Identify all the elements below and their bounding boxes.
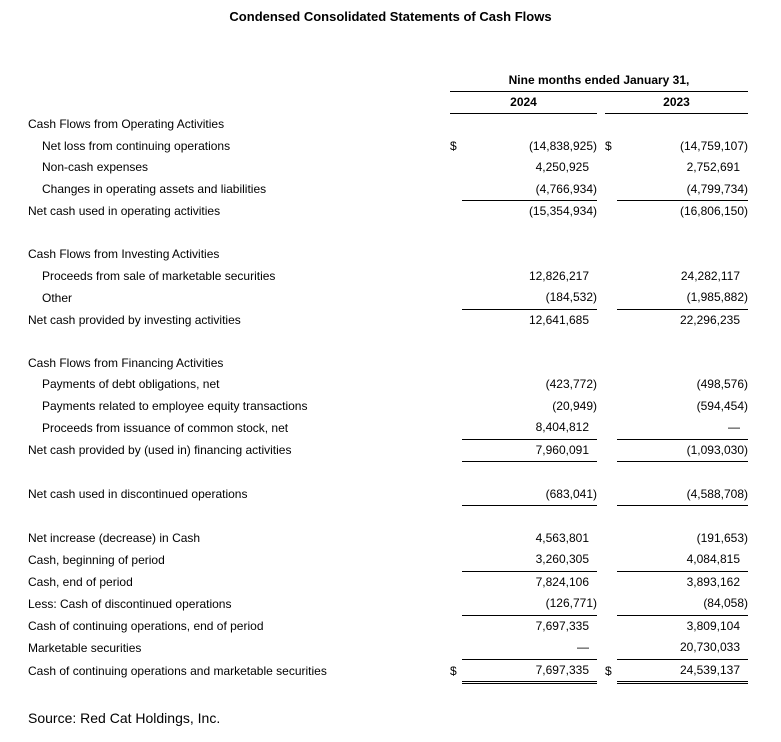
value-2023 [617,484,748,506]
header-spacer-cell [28,70,450,92]
dollar-sign-2023 [605,287,617,309]
dollar-sign-2023 [605,201,617,223]
column-gap [597,136,605,158]
row-label: Cash Flows from Operating Activities [28,117,225,131]
detail-row [28,157,748,179]
period-header: Nine months ended January 31, [450,70,748,92]
section-row [28,244,748,266]
negative-value: (4,766,934) [535,181,597,196]
dollar-sign-2024 [450,244,462,266]
column-gap [597,309,605,331]
column-gap [597,571,605,593]
spacer-cell [28,462,748,484]
value-2023 [617,593,748,615]
dollar-sign-2024 [450,374,462,396]
negative-value: (14,759,107) [679,138,749,153]
dollar-sign-2024: $ [450,664,457,678]
total-row [28,593,748,615]
value-2024: 4,563,801 [535,530,589,545]
row-label: Cash Flows from Investing Activities [28,247,220,261]
dollar-sign-2023 [605,179,617,201]
column-gap [597,615,605,637]
detail-row [28,396,748,418]
value-2023: 22,296,235 [679,312,741,327]
total-row [28,528,748,550]
value-2023: 4,084,815 [617,549,748,571]
column-gap [597,114,605,136]
row-label: Cash, beginning of period [28,552,165,567]
value-2024: 7,824,106 [535,574,589,589]
dollar-sign-2023 [605,266,617,288]
dollar-sign-2023 [605,374,617,396]
total-row [28,201,748,223]
value-2024 [462,593,597,615]
negative-value: (84,058) [703,596,749,610]
spacer-cell [28,331,748,353]
dollar-sign-2023 [605,353,617,375]
value-2024 [462,244,597,266]
value-2023: 3,893,162 [686,574,741,589]
column-gap [597,266,605,288]
total-row [28,571,748,593]
row-label: Net loss from continuing operations [42,138,231,153]
value-2023 [617,179,748,201]
total-row [28,615,748,637]
row-label: Marketable securities [28,640,142,655]
row-label: Cash of continuing operations, end of period [28,618,264,633]
dollar-sign-2023 [605,484,617,506]
row-label: Less: Cash of discontinued operations [28,596,232,611]
negative-value: (4,588,708) [686,486,749,501]
year-column-2023: 2023 [605,92,748,114]
value-2024: 12,826,217 [528,268,589,283]
total-row [28,549,748,571]
value-2024 [462,114,597,136]
value-2024 [462,396,597,418]
column-gap [597,549,605,571]
row-label: Net cash provided by investing activities [28,312,241,327]
column-gap [597,353,605,375]
value-2023 [617,353,748,375]
total-row [28,659,748,683]
period-header-row [28,70,748,92]
row-label: Non-cash expenses [42,160,149,174]
negative-value: (20,949) [552,398,597,413]
dollar-sign-2023 [605,571,617,593]
dollar-sign-2023 [605,615,617,637]
dollar-sign-2024 [450,201,462,223]
column-gap [597,179,605,201]
value-2023 [617,528,748,550]
spacer-row [28,331,748,353]
dollar-sign-2023 [605,637,617,659]
column-gap [597,484,605,506]
detail-row [28,179,748,201]
dollar-sign-2024 [450,615,462,637]
negative-value: (14,838,925) [528,138,597,153]
negative-value: (594,454) [696,398,749,413]
value-2024: 7,697,335 [462,659,597,683]
column-gap [597,201,605,223]
negative-value: (423,772) [545,377,597,391]
column-gap [597,244,605,266]
year-column-2024: 2024 [450,92,597,114]
value-2023: 24,282,117 [680,268,741,283]
column-gap [597,417,605,439]
value-2023 [617,374,748,396]
value-2024: 8,404,812 [462,417,597,439]
dollar-sign-2023 [605,549,617,571]
negative-value: (1,093,030) [686,442,749,457]
dollar-sign-2024 [450,593,462,615]
dollar-sign-2024 [450,396,462,418]
value-2023: 2,752,691 [686,160,741,174]
total-row [28,484,748,506]
section-row [28,353,748,375]
page-title: Condensed Consolidated Statements of Cash Flows [229,9,552,24]
dollar-sign-2023 [605,244,617,266]
year-header-row [28,92,748,114]
dollar-sign-2024 [450,528,462,550]
row-label: Cash, end of period [28,574,133,589]
dollar-sign-2024 [450,484,462,506]
spacer-row [28,462,748,484]
value-2024 [462,374,597,396]
negative-value: (683,041) [545,486,597,501]
dollar-sign-2023 [605,157,617,179]
dollar-sign-2023 [605,417,617,439]
value-2023 [617,244,748,266]
source-attribution: Source: Red Cat Holdings, Inc. [28,710,221,726]
value-2024 [462,353,597,375]
header-gap-cell [597,92,605,114]
cash-flow-table [28,70,748,684]
row-label: Net cash used in discontinued operations [28,487,248,501]
column-gap [597,637,605,659]
value-2024 [462,179,597,201]
detail-row [28,136,748,158]
value-2024: 7,697,335 [535,618,589,633]
value-2023: 24,539,137 [617,659,748,683]
negative-value: (1,985,882) [686,290,749,304]
negative-value: (184,532) [545,290,597,304]
dollar-sign-2024 [450,114,462,136]
detail-row [28,266,748,288]
column-gap [597,157,605,179]
column-gap [597,593,605,615]
section-row [28,114,748,136]
row-label: Cash Flows from Financing Activities [28,355,224,370]
spacer-cell [28,223,748,245]
dollar-sign-2024 [450,309,462,331]
value-2023 [617,136,748,158]
value-2024: 7,960,091 [462,439,597,462]
value-2023: — [617,417,748,439]
dollar-sign-2024: $ [450,138,457,153]
value-2024: 12,641,685 [528,312,589,327]
dollar-sign-2024 [450,266,462,288]
header-spacer-cell [28,92,450,114]
table-body [28,114,748,683]
dollar-sign-2023 [605,309,617,331]
value-2023 [617,201,748,223]
dollar-sign-2023 [605,528,617,550]
negative-value: (4,799,734) [686,181,749,196]
total-row [28,439,748,462]
row-label: Proceeds from sale of marketable securities [42,268,276,283]
column-gap [597,396,605,418]
table-header [28,70,748,114]
dollar-sign-2024 [450,439,462,462]
dollar-sign-2023 [605,439,617,462]
value-2024: 3,260,305 [462,549,597,571]
total-row [28,637,748,659]
spacer-row [28,506,748,528]
value-2023 [617,439,748,462]
column-gap [597,528,605,550]
value-2023: 20,730,033 [617,637,748,659]
column-gap [597,659,605,683]
negative-value: (126,771) [545,596,597,610]
row-label: Payments related to employee equity transactions [42,398,308,413]
dollar-sign-2023 [605,114,617,136]
negative-value: (16,806,150) [679,204,749,218]
value-2024: — [462,637,597,659]
row-label: Net cash provided by (used in) financing activities [28,443,292,457]
column-gap [597,439,605,462]
value-2023 [617,287,748,309]
value-2023 [617,114,748,136]
detail-row [28,287,748,309]
value-2023 [617,396,748,418]
dollar-sign-2023: $ [605,138,612,153]
negative-value: (498,576) [696,377,749,391]
dollar-sign-2023 [605,396,617,418]
value-2024 [462,136,597,158]
negative-value: (191,653) [696,530,749,545]
row-label: Net increase (decrease) in Cash [28,530,201,545]
total-row [28,309,748,331]
dollar-sign-2024 [450,417,462,439]
dollar-sign-2024 [450,637,462,659]
dollar-sign-2024 [450,353,462,375]
row-label: Payments of debt obligations, net [42,377,220,391]
column-gap [597,374,605,396]
column-gap [597,287,605,309]
spacer-row [28,223,748,245]
dollar-sign-2023: $ [605,664,612,678]
detail-row [28,417,748,439]
dollar-sign-2023 [605,593,617,615]
dollar-sign-2024 [450,549,462,571]
row-label: Proceeds from issuance of common stock, net [42,420,289,435]
value-2024 [462,201,597,223]
detail-row [28,374,748,396]
negative-value: (15,354,934) [528,204,597,218]
row-label: Other [42,290,73,305]
row-label: Net cash used in operating activities [28,204,221,218]
dollar-sign-2024 [450,287,462,309]
dollar-sign-2024 [450,179,462,201]
value-2023: 3,809,104 [686,618,741,633]
dollar-sign-2024 [450,157,462,179]
row-label: Changes in operating assets and liabilities [42,182,267,196]
value-2024: 4,250,925 [535,160,589,174]
value-2024 [462,484,597,506]
row-label: Cash of continuing operations and marketable securities [28,664,327,678]
value-2024 [462,287,597,309]
dollar-sign-2024 [450,571,462,593]
spacer-cell [28,506,748,528]
